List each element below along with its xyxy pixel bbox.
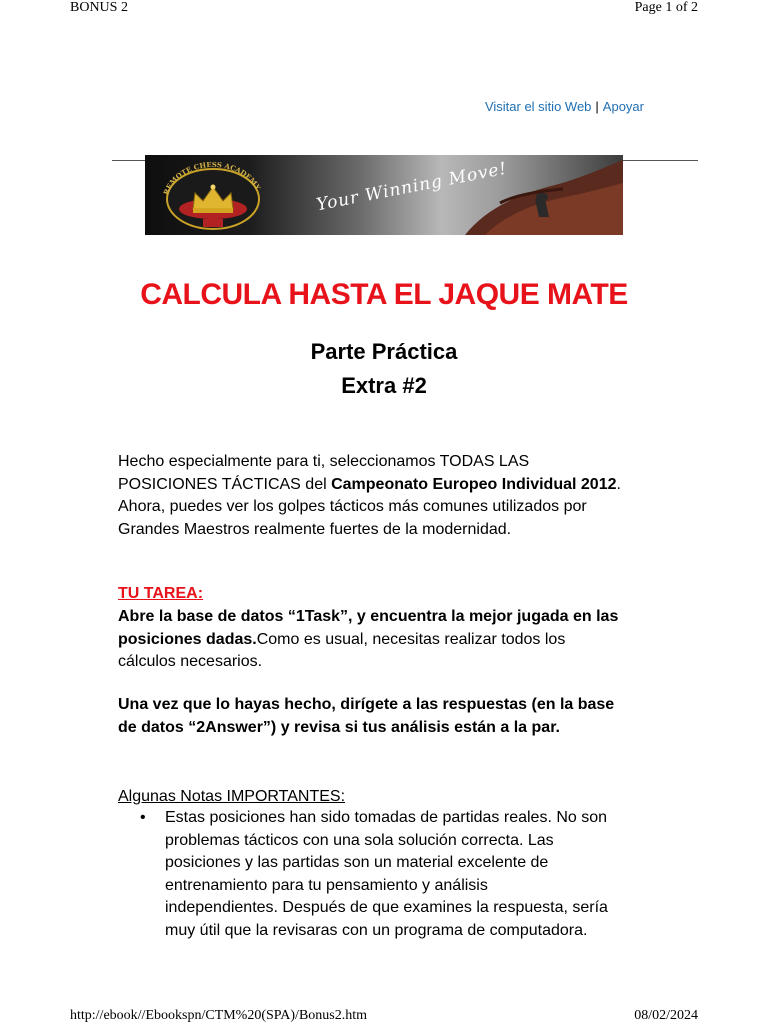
answer-paragraph [118, 694, 658, 739]
visit-site-link[interactable]: Visitar el sitio Web [484, 99, 592, 114]
subtitle-extra: Extra #2 [341, 373, 427, 398]
academy-crest-logo [153, 159, 273, 231]
top-links [485, 99, 644, 114]
support-link[interactable]: Apoyar [602, 99, 644, 114]
notes-heading: Algunas Notas IMPORTANTES: [118, 788, 346, 805]
page-title: CALCULA HASTA EL JAQUE MATE [140, 278, 628, 311]
print-header-page: Page 1 of 2 [634, 0, 698, 15]
task-line: posiciones dadas.Como es usual, necesitas realizar todos los [118, 630, 566, 648]
task-line: cálculos necesarios. [118, 653, 263, 670]
task-paragraph [118, 606, 658, 674]
banner-slogan: Your Winning Move! [314, 158, 509, 216]
answer-line: Una vez que lo hayas hecho, dirígete a las respuestas (en la base [118, 696, 615, 713]
intro-line: Hecho especialmente para ti, seleccionamos TODAS LAS [118, 453, 530, 470]
subtitle-part: Parte Práctica [310, 339, 458, 364]
link-separator: | [595, 99, 599, 114]
print-footer-url: http://ebook//Ebookspn/CTM%20(SPA)/Bonus2.htm [70, 1008, 368, 1023]
crest-text: REMOTE CHESS ACADEMY [161, 159, 263, 197]
print-header [0, 0, 768, 20]
championship-name: Campeonato Europeo Individual 2012 [331, 475, 617, 493]
intro-line: Ahora, puedes ver los golpes tácticos más comunes utilizados por [118, 498, 587, 515]
task-heading: TU TAREA: [118, 585, 204, 602]
academy-banner [145, 155, 623, 235]
print-footer-date: 08/02/2024 [634, 1008, 698, 1023]
print-footer [0, 1008, 768, 1024]
intro-line: POSICIONES TÁCTICAS del Campeonato Europeo Individual 2012. [118, 475, 621, 493]
print-header-title: BONUS 2 [70, 0, 128, 15]
hand-chess-piece-image [445, 155, 623, 235]
intro-line: Grandes Maestros realmente fuertes de la modernidad. [118, 520, 512, 538]
bullet-text: Estas posiciones han sido tomadas de partidas reales. No son problemas tácticos con una sola solución correcta. Las posiciones y las partidas son un material excelente de entrenamiento para tu pensamiento y análisis independientes. Después de que examines la respuesta, sería muy útil que la revisaras con un programa de computadora. [165, 809, 608, 939]
answer-line: de datos “2Answer”) y revisa si tus análisis están a la par. [118, 718, 560, 736]
task-line: Abre la base de datos “1Task”, y encuentra la mejor jugada en las [118, 608, 619, 625]
intro-paragraph [118, 451, 658, 541]
bullet-icon: • [140, 809, 146, 826]
